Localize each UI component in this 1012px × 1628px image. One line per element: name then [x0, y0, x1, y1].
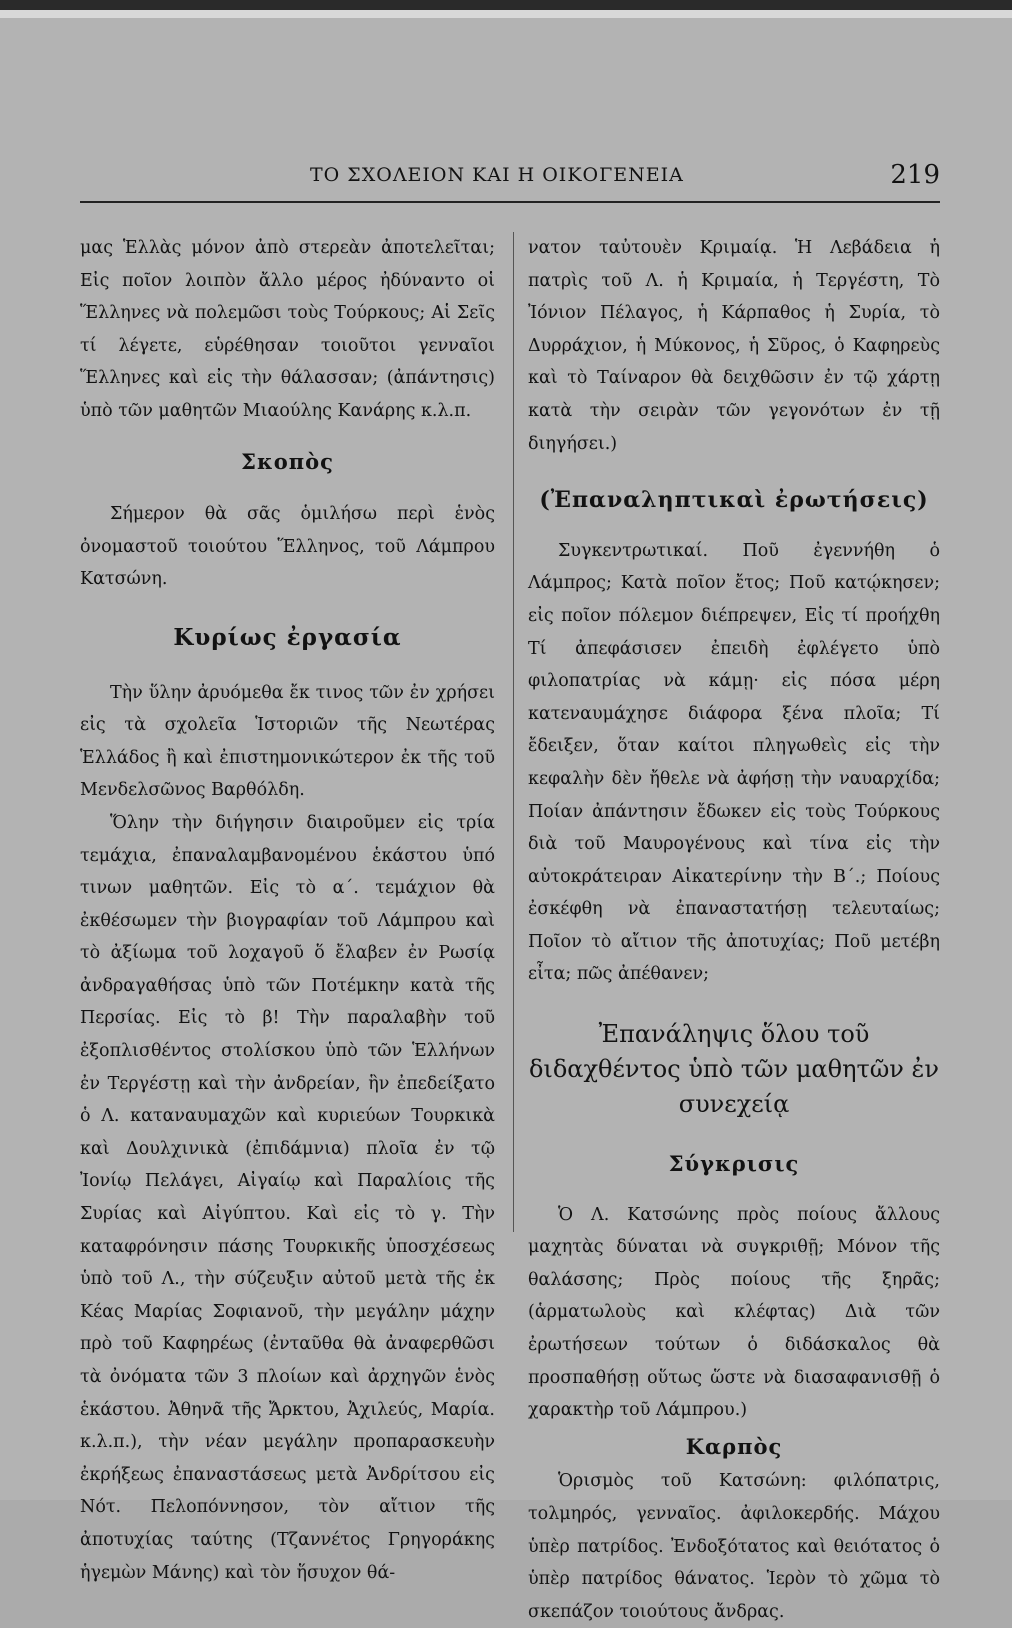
left-paragraph-4: Ὅλην τὴν διήγησιν διαιροῦμεν εἰς τρία τεμάχια, ἐπαναλαμβανομένου ἑκάστου ὑπό τινων μαθητῶν. Εἰς τὸ α΄. τεμάχιον θὰ ἐκθέσωμεν τὴν βιογραφίαν τοῦ Λάμπρου καὶ τὸ ἀξίωμα τοῦ λοχαγοῦ ὅ ἔλαβεν ἐν Ρωσίᾳ ἀνδραγαθήσας ὑπὸ τῶν Ποτέμκην κατὰ τῆς Περσίας. Εἰς τὸ β! Τὴν παραλαβὴν τοῦ ἐξοπλισθέντος στολίσκου ὑπὸ τῶν Ἑλλήνων ἐν Τεργέστῃ καὶ τὴν ἀνδρείαν, ἣν ἐπεδείξατο ὁ Λ. καταναυμαχῶν καὶ κυριεύων Τουρκικὰ καὶ Δουλχινικὰ (ἐπιδάμνια) πλοῖα ἐν τῷ Ἰονίῳ Πελάγει, Αἰγαίῳ καὶ Παραλίοις τῆς Συρίας καὶ Αἰγύπτου. Καὶ εἰς τὸ γ. Τὴν καταφρόνησιν πάσης Τουρκικῆς ὑποσχέσεως ὑπὸ τοῦ Λ., τὴν σύζευξιν αὐτοῦ μετὰ τῆς ἐκ Κέας Μαρίας Σοφιανοῦ, τὴν μεγάλην μάχην πρὸ τοῦ Καφηρέως (ἐνταῦθα θὰ ἀναφερθῶσι τὰ ὀνόματα τῶν 3 πλοίων καὶ ἀρχηγῶν ἑνὸς ἑκάστου. Ἀθηνᾶ τῆς Ἄρκτου, Ἀχιλεύς, Μαρία. κ.λ.π.), τὴν νέαν μεγάλην προπαρασκευὴν ἐκρήξεως ἐπαναστάσεως μετὰ Ἀνδρίτσου εἰς Νότ. Πελοπόννησον, τὸν αἴτιον τῆς ἀποτυχίας ταύτης (Τζαννέτος Γρηγοράκης ἡγεμὼν Μάνης) καὶ τὸν ἥσυχον θά-	[80, 812, 495, 1583]
right-paragraph-2: Συγκεντρωτικαί. Ποῦ ἐγεννήθη ὁ Λάμπρος; Κατὰ ποῖον ἔτος; Ποῦ κατῴκησεν; εἰς ποῖον πόλεμον διέπρεψεν, Εἰς τί προήχθη Τί ἀπεφάσισεν ἐπειδὴ ἐφλέγετο ὑπὸ φιλοπατρίας νὰ κάμῃ· εἰς πόσα μέρη κατεναυμάχησε διάφορα ξένα πλοῖα; Τί ἔδειξεν, ὅταν καίτοι πληγωθεὶς εἰς τὴν κεφαλὴν δὲν ἤθελε νὰ ἀφήσῃ τὴν ναυαρχίδα; Ποίαν ἀπάντησιν ἔδωκεν εἰς τοὺς Τούρκους διὰ τοῦ Μαυρογένους καὶ τίνα εἰς τὴν αὐτοκράτειραν Αἰκατερίνην τὴν Β΄.; Ποίους ἐσκέφθη νὰ ἐπαναστατήσῃ τελευταίως; Ποῖον τὸ αἴτιον τῆς ἀποτυχίας; Ποῦ μετέβη εἶτα; πῶς ἀπέθανεν;	[528, 540, 940, 985]
column-divider	[513, 232, 514, 1232]
left-column	[80, 232, 495, 1589]
running-title: ΤΟ ΣΧΟΛΕΙΟΝ ΚΑΙ Η ΟΙΚΟΓΕΝΕΙΑ	[310, 164, 684, 186]
right-paragraph-1: νατον ταὐτουὲν Κριμαίᾳ. Ἡ Λεβάδεια ἡ πατρὶς τοῦ Λ. ἡ Κριμαία, ἡ Τεργέστη, Τὸ Ἰόνιον Πέλαγος, ἡ Κάρπαθος ἡ Συρία, τὸ Δυρράχιον, ἡ Μύκονος, ἡ Σῦρος, ὁ Καφηρεὺς καὶ τὸ Ταίναρον θὰ δειχθῶσιν ἐν τῷ χάρτῃ κατὰ τὴν σειρὰν τῶν γεγονότων ἐν τῇ διηγήσει.)	[528, 238, 940, 454]
header-rule	[80, 201, 940, 203]
recap-line: Ἐπανάληψις ὅλου τοῦ διδαχθέντος ὑπὸ τῶν μαθητῶν ἐν συνεχείᾳ	[528, 1020, 939, 1119]
page-header	[80, 160, 940, 196]
scan-edge-light	[0, 10, 1012, 18]
right-column	[528, 232, 940, 1628]
heading-kyriws-ergasia: Κυρίως ἐργασία	[173, 623, 402, 651]
heading-epanaleptikai-erotiseis: (Ἐπαναληπτικαὶ ἐρωτήσεις)	[539, 487, 929, 514]
left-paragraph-3: Τὴν ὕλην ἀρυόμεθα ἔκ τινος τῶν ἐν χρήσει εἰς τὰ σχολεῖα Ἱστοριῶν τῆς Νεωτέρας Ἑλλάδος ἢ καὶ ἐπιστημονικώτερον ἐκ τῆς τοῦ Μενδελσῶνος Βαρθόλδη.	[80, 682, 495, 801]
left-paragraph-1: μας Ἑλλὰς μόνον ἀπὸ στερεὰν ἀποτελεῖται; Εἰς ποῖον λοιπὸν ἄλλο μέρος ἠδύναντο οἱ Ἕλληνες νὰ πολεμῶσι τοὺς Τούρκους; Αἱ Σεῖς τί λέγετε, εὑρέθησαν τοιοῦτοι γενναῖοι Ἕλληνες καὶ εἰς τὴν θάλασσαν; (ἀπάντησις) ὑπὸ τῶν μαθητῶν Μιαούλης Κανάρης κ.λ.π.	[80, 238, 495, 421]
right-paragraph-3: Ὁ Λ. Κατσώνης πρὸς ποίους ἄλλους μαχητὰς δύναται νὰ συγκριθῇ; Μόνον τῆς θαλάσσης; Πρὸς ποίους τῆς ξηρᾶς; (ἁρματωλοὺς καὶ κλέφτας) Διὰ τῶν ἐρωτήσεων τούτων ὁ διδάσκαλος θὰ προσπαθήσῃ οὕτως ὥστε νὰ διασαφανισθῇ ὁ χαρακτὴρ τοῦ Λάμπρου.)	[528, 1204, 940, 1421]
heading-synkrisis: Σύγκρισις	[668, 1151, 800, 1177]
page-number: 219	[890, 160, 940, 190]
left-paragraph-2: Σήμερον θὰ σᾶς ὁμιλήσω περὶ ἑνὸς ὀνομαστοῦ τοιούτου Ἕλληνος, τοῦ Λάμπρου Κατσώνη.	[80, 504, 495, 590]
scan-edge	[0, 0, 1012, 10]
heading-skopos: Σκοπὸς	[241, 448, 334, 474]
right-paragraph-4: Ὁρισμὸς τοῦ Κατσώνη: φιλόπατρις, τολμηρός, γενναῖος. ἀφιλοκερδής. Μάχου ὑπὲρ πατρίδος. Ἐνδοξότατος καὶ θειότατος ὁ ὑπὲρ πατρίδος θάνατος. Ἱερὸν τὸ χῶμα τὸ σκεπάζον τοιούτους ἄνδρας.	[528, 1471, 940, 1622]
heading-karpos: Καρπὸς	[685, 1433, 783, 1459]
